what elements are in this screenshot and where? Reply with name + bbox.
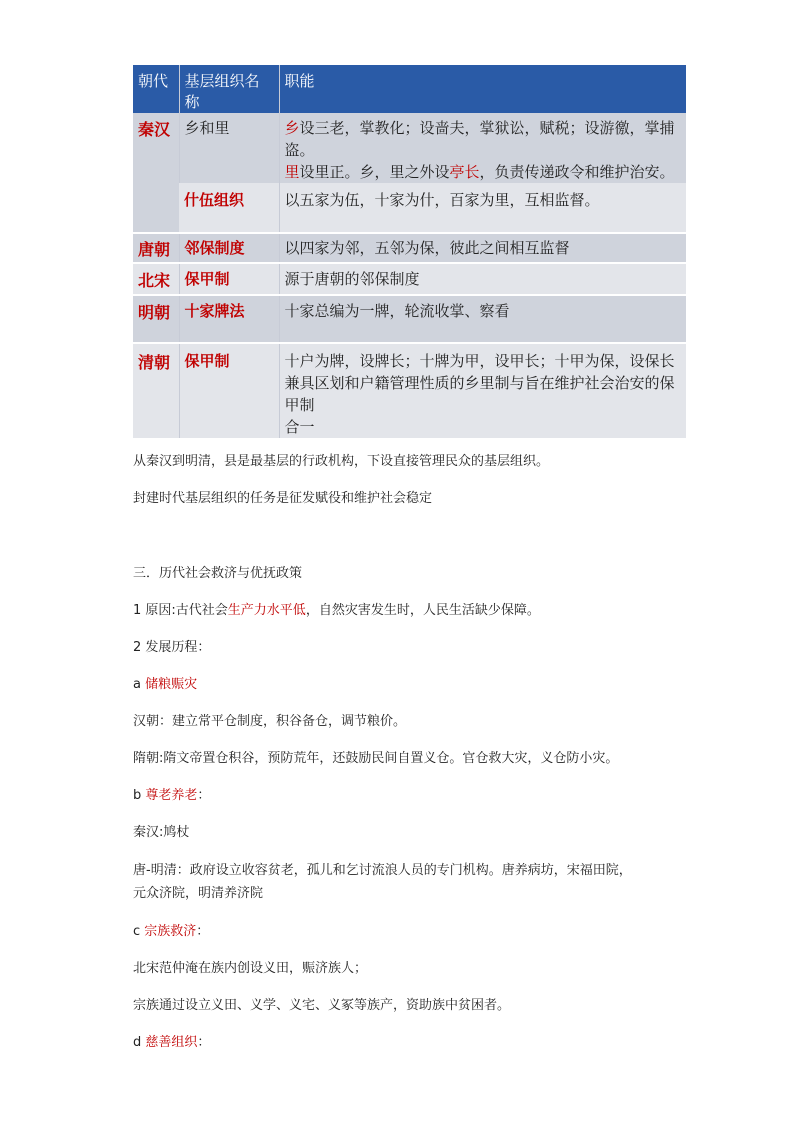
col-header-function: 职能 — [279, 65, 686, 113]
table-row — [133, 113, 686, 183]
col-header-dynasty: 朝代 — [133, 65, 179, 113]
paragraph: 秦汉:鸠杖 — [133, 825, 190, 840]
function-cell: 乡设三老，掌教化；设啬夫，掌狱讼，赋税；设游徼，掌捕盗。 里设里正。乡，里之外设亭长，负责传递政令和维护治安。 — [279, 113, 686, 183]
table-row — [133, 263, 686, 295]
function-cell: 源于唐朝的邻保制度 — [284, 270, 420, 288]
paragraph: 汉朝：建立常平仓制度，积谷备仓，调节粮价。 — [133, 714, 407, 729]
subheading-d: d 慈善组织： — [133, 1035, 211, 1050]
paragraph: 封建时代基层组织的任务是征发赋役和维护社会稳定 — [133, 491, 433, 506]
paragraph: 唐-明清：政府设立收容贫老，孤儿和乞讨流浪人员的专门机构。唐养病坊，宋福田院， — [133, 863, 632, 878]
subheading-a: a 储粮赈灾 — [133, 677, 198, 692]
subheading-c: c 宗族救济： — [133, 924, 210, 939]
table-row — [133, 295, 686, 343]
paragraph: 2 发展历程： — [133, 640, 211, 655]
paragraph: 1 原因:古代社会生产力水平低，自然灾害发生时，人民生活缺少保障。 — [133, 603, 540, 618]
org-cell: 什伍组织 — [184, 191, 245, 209]
org-cell: 乡和里 — [184, 119, 230, 137]
function-cell: 十家总编为一牌，轮流收掌、察看 — [284, 302, 510, 320]
dynasty-cell: 北宋 — [138, 271, 171, 290]
table-row — [133, 183, 686, 233]
org-cell: 十家牌法 — [184, 302, 245, 320]
table-header-row — [133, 65, 686, 113]
table-row — [133, 343, 686, 438]
table-row — [133, 233, 686, 263]
paragraph: 北宋范仲淹在族内创设义田，赈济族人； — [133, 961, 368, 976]
dynasty-cell: 明朝 — [138, 303, 171, 322]
dynasty-cell: 清朝 — [138, 353, 171, 372]
function-cell: 以五家为伍，十家为什，百家为里，互相监督。 — [284, 191, 600, 209]
section-heading: 三．历代社会救济与优抚政策 — [133, 566, 303, 581]
org-cell: 邻保制度 — [184, 239, 245, 257]
function-cell: 十户为牌，设牌长；十牌为甲，设甲长；十甲为保，设保长 兼具区划和户籍管理性质的乡里制与旨在维护社会治安的保甲制 合一 — [279, 343, 686, 438]
function-cell: 以四家为邻，五邻为保，彼此之间相互监督 — [284, 239, 570, 257]
subheading-b: b 尊老养老： — [133, 788, 211, 803]
paragraph: 从秦汉到明清，县是最基层的行政机构，下设直接管理民众的基层组织。 — [133, 454, 550, 469]
dynasty-table — [133, 65, 686, 438]
org-cell: 保甲制 — [184, 352, 230, 370]
paragraph: 元众济院，明清养济院 — [133, 886, 264, 901]
paragraph: 隋朝:隋文帝置仓积谷，预防荒年，还鼓励民间自置义仓。官仓救大灾，义仓防小灾。 — [133, 751, 619, 766]
paragraph: 宗族通过设立义田、义学、义宅、义冢等族产，资助族中贫困者。 — [133, 998, 511, 1013]
col-header-org: 基层组织名称 — [179, 65, 279, 113]
org-cell: 保甲制 — [184, 270, 230, 288]
dynasty-cell: 秦汉 — [138, 120, 171, 139]
dynasty-cell: 唐朝 — [138, 240, 171, 259]
